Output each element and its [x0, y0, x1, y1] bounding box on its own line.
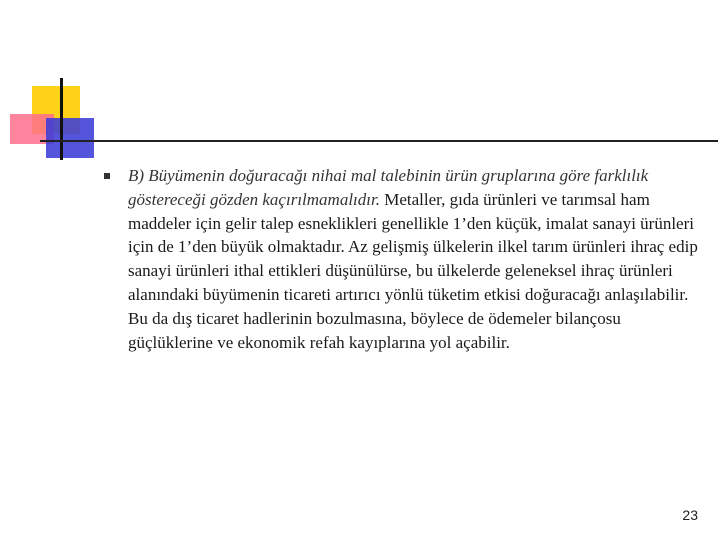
blue-square [46, 118, 94, 158]
vertical-rule [60, 78, 63, 160]
body-text: Metaller, gıda ürünleri ve tarımsal ham maddeler için gelir talep esneklikleri genellikle 1’den küçük, imalat sanayi ürünleri için de 1’den büyük olmaktadır. Az gelişmiş ülkelerin ilkel tarım ürünleri ihraç edip sanayi ürünleri ithal ettikleri düşünülürse, bu ülkelerde geleneksel ihraç ürünleri alanındaki büyümenin ticareti artırıcı yönlü tüketim etkisi doğuracağı anlaşılabilir. Bu da dış ticaret hadlerinin bozulmasına, böylece de ödemeler bilançosu güçlüklerine ve ekonomik refah kayıplarına yol açabilir. [128, 189, 698, 352]
decorative-logo [0, 0, 720, 170]
italic-heading: B) Büyümenin doğuracağı nihai mal talebinin ürün gruplarına göre farklılık göstereceği gözden kaçırılmamalıdır. [128, 166, 649, 209]
page-number: 23 [682, 507, 698, 523]
horizontal-rule [40, 140, 718, 142]
bullet-icon [104, 173, 110, 179]
slide-paragraph [128, 164, 700, 354]
